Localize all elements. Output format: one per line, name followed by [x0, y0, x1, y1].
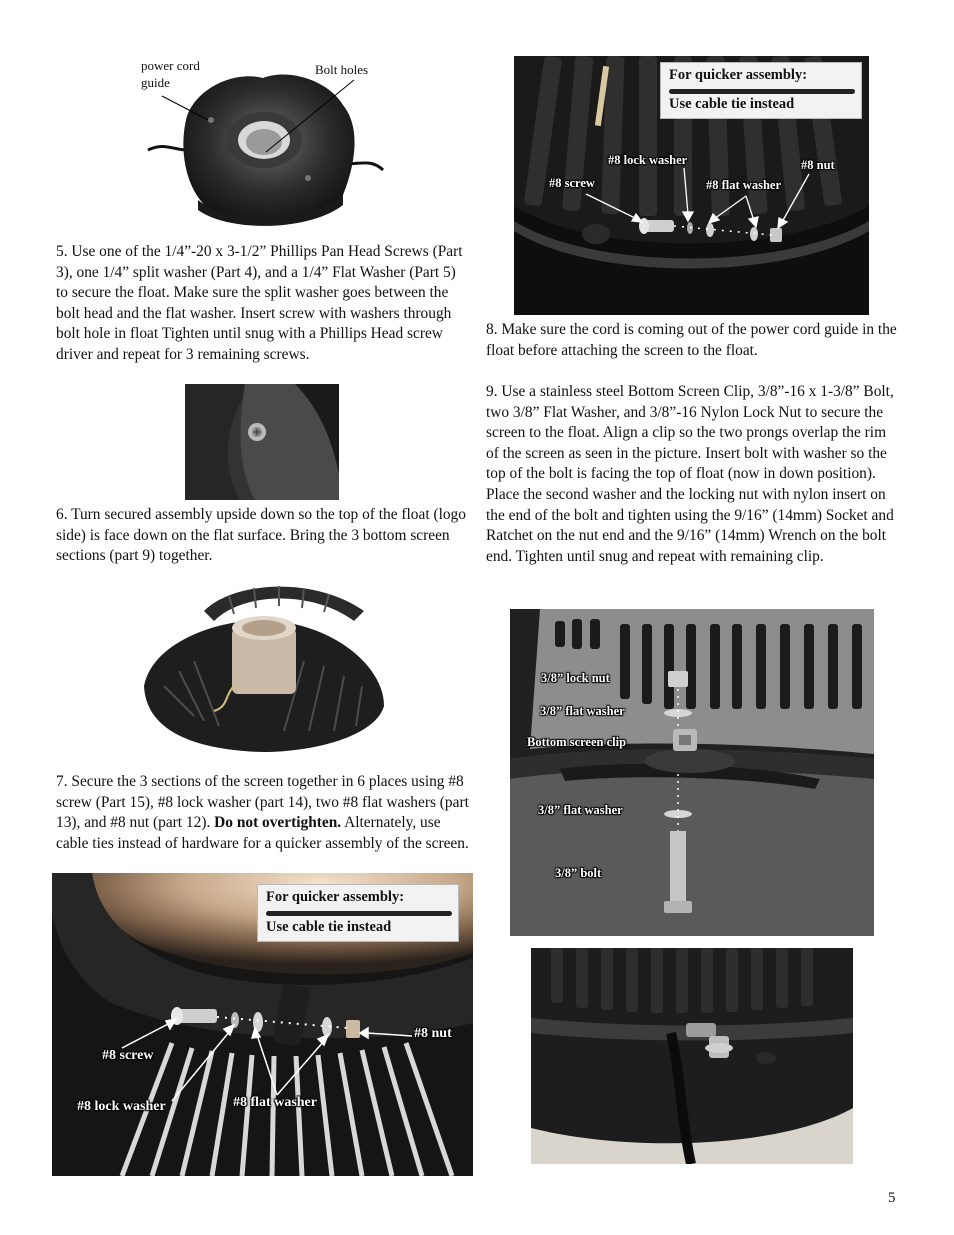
step-9-text: 9. Use a stainless steel Bottom Screen Clip, 3/8”-16 x 1-3/8” Bolt, two 3/8” Flat Washer, and 3/8”-16 Nylon Lock Nut to secure the screen to the float. Align a clip so the two prongs overlap the rim of the screen as seen in the picture. Insert bolt with washer so the top of the bolt is facing the top of float (now in down position). Place the second washer and the locking nut with nylon insert on the end of the bolt and tighten using the 9/16” (14mm) Socket and Ratchet on the nut end and the 9/16” (14mm) Wrench on the bolt end. Tighten until snug and repeat with remaining clip. [486, 383, 894, 565]
float-leader-lines [138, 60, 386, 235]
step-7-text-a: 7. Secure the 3 sections of the screen together in 6 places using #8 screw (Part 15), #8 lock washer (part 14), two #8 flat washers (part 13), and #8 nut (part 12). [56, 773, 469, 832]
fig9-label-bolt: 3/8” bolt [555, 866, 602, 880]
fig-top-label-flat-washer: #8 flat washer [706, 178, 781, 192]
fig7-callout-title: For quicker assembly: [266, 889, 405, 905]
label-power-cord-guide: power cord guide [141, 58, 200, 90]
step-8-text: 8. Make sure the cord is coming out of the power cord guide in the float before attaching the screen to the float. [486, 321, 897, 359]
screw-photo [185, 384, 339, 500]
fig9-label-lock-nut: 3/8” lock nut [541, 671, 610, 685]
fig7-label-nut: #8 nut [414, 1026, 452, 1041]
label-bolt-holes: Bolt holes [315, 62, 369, 77]
step-7-text [56, 772, 472, 854]
fig7-label-lock-washer: #8 lock washer [77, 1099, 166, 1114]
fig7-leader-lines [52, 873, 473, 1176]
fig9-label-bottom-screen-clip: Bottom screen clip [527, 735, 627, 749]
fig-top-callout-title: For quicker assembly: [669, 67, 808, 83]
step-5-text: 5. Use one of the 1/4”-20 x 3-1/2” Phillips Pan Head Screws (Part 3), one 1/4” split washer (Part 4), and a 1/4” Flat Washer (Part 5) to secure the float. Make sure the split washer goes between the bolt head and the flat washer. Insert screw with washers through bolt hole in float Tighten until snug with a Phillips Head screw driver and repeat for 3 remaining screws. [56, 243, 463, 363]
fig-top-label-screw: #8 screw [549, 176, 595, 190]
step-7-warning: Do not overtighten. [214, 814, 342, 832]
fig-top-callout-text: Use cable tie instead [669, 96, 795, 112]
fig7-label-flat-washer: #8 flat washer [233, 1095, 317, 1110]
installed-clip-photo [531, 948, 853, 1164]
fig-top-label-nut: #8 nut [801, 158, 835, 172]
fig-top-label-lock-washer: #8 lock washer [608, 153, 688, 167]
fig9-label-flat-washer-top: 3/8” flat washer [540, 704, 625, 718]
fig7-label-screw: #8 screw [102, 1048, 154, 1063]
step-7-text-b: Alternately, use cable ties instead of hardware for a quicker assembly of the screen. [56, 814, 469, 852]
clip-hardware-photo [510, 609, 874, 936]
screen-sections-photo [134, 566, 390, 766]
fig7-callout-text: Use cable tie instead [266, 919, 392, 935]
page-number: 5 [888, 1190, 896, 1206]
step-6-text: 6. Turn secured assembly upside down so the top of the float (logo side) is face down on the flat surface. Bring the 3 bottom screen sections (part 9) together. [56, 506, 466, 565]
fig9-label-flat-washer-bottom: 3/8” flat washer [538, 803, 623, 817]
